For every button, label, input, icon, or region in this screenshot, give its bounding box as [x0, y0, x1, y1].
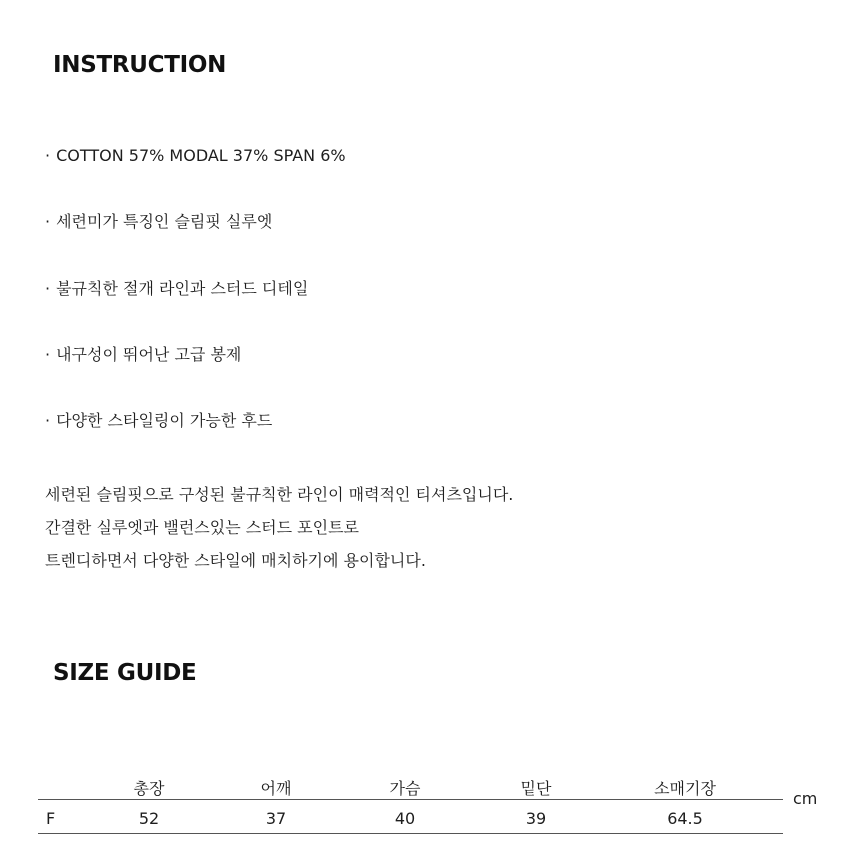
- size-guide-heading: SIZE GUIDE: [53, 660, 197, 686]
- cell-chest: 40: [394, 809, 416, 828]
- bullet-text: 불규칙한 절개 라인과 스터드 디테일: [56, 279, 309, 298]
- bullet-sewing: [45, 345, 241, 365]
- bullet-marker: ·: [45, 411, 51, 430]
- column-header-shoulder: 어깨: [260, 779, 292, 798]
- bullet-hood: [45, 411, 272, 431]
- bullet-text: COTTON 57% MODAL 37% SPAN 6%: [56, 146, 346, 165]
- description-line: 트렌디하면서 다양한 스타일에 매치하기에 용이합니다.: [45, 551, 426, 570]
- table-bottom-rule: [38, 833, 783, 834]
- table-header-rule: [38, 799, 783, 800]
- cell-shoulder: 37: [265, 809, 287, 828]
- bullet-stud-detail: [45, 279, 308, 299]
- product-description: [45, 478, 513, 577]
- description-line: 세련된 슬림핏으로 구성된 불규칙한 라인이 매력적인 티셔츠입니다.: [45, 485, 514, 504]
- bullet-text: 세련미가 특징인 슬림핏 실루엣: [56, 212, 273, 231]
- bullet-marker: ·: [45, 212, 51, 231]
- column-header-sleeve-length: 소매기장: [654, 779, 716, 798]
- bullet-composition: [45, 146, 346, 166]
- bullet-text: 내구성이 뛰어난 고급 봉제: [56, 345, 242, 364]
- cell-hem: 39: [525, 809, 547, 828]
- cell-total-length: 52: [138, 809, 160, 828]
- bullet-marker: ·: [45, 345, 51, 364]
- unit-label: cm: [793, 789, 818, 808]
- bullet-marker: ·: [45, 146, 51, 165]
- column-header-hem: 밑단: [520, 779, 552, 798]
- instruction-heading: INSTRUCTION: [53, 52, 227, 78]
- column-header-chest: 가슴: [389, 779, 421, 798]
- description-line: 간결한 실루엣과 밸런스있는 스터드 포인트로: [45, 518, 360, 537]
- size-label: F: [46, 809, 56, 828]
- bullet-text: 다양한 스타일링이 가능한 후드: [56, 411, 273, 430]
- size-table: [38, 772, 783, 842]
- cell-sleeve-length: 64.5: [667, 809, 703, 828]
- bullet-silhouette: [45, 212, 272, 232]
- column-header-total-length: 총장: [133, 779, 165, 798]
- bullet-marker: ·: [45, 279, 51, 298]
